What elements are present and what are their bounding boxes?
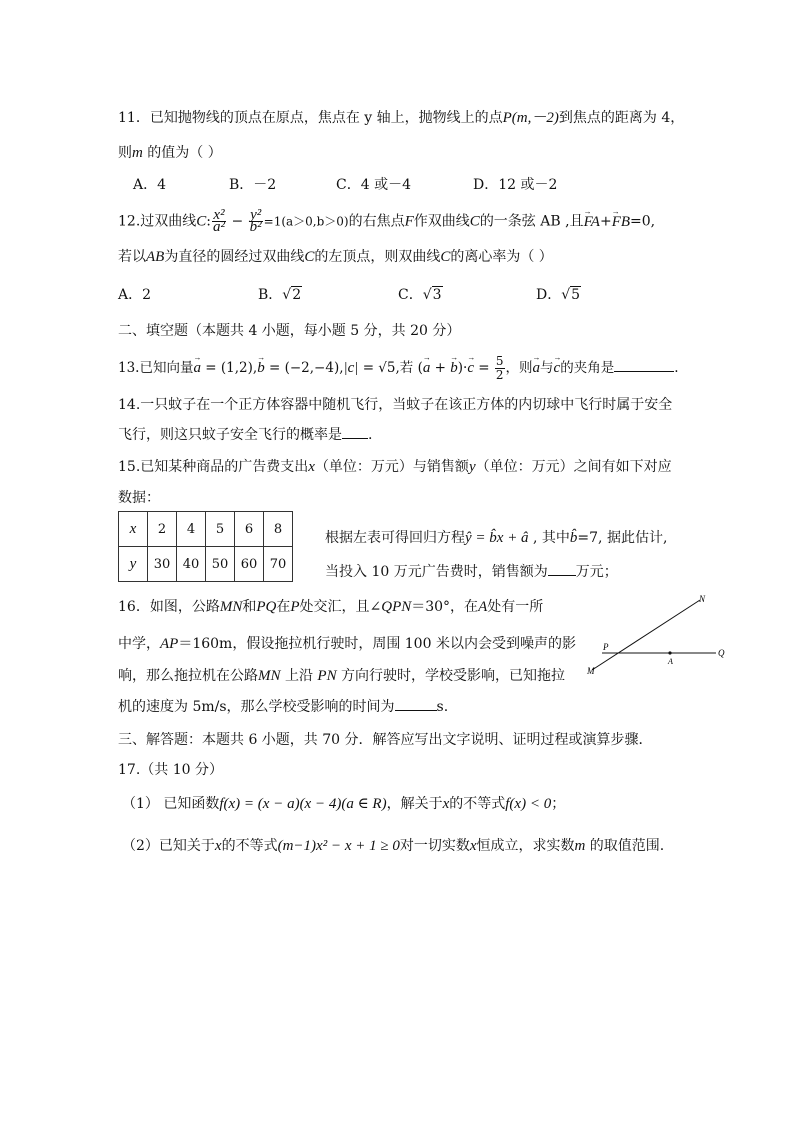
label-p: P xyxy=(603,642,609,652)
q13-line: 13.已知向量→ a = (1,2),→ b = (−2,−4),|c| = √5,若 (→ a + → b)·→ c = $\frac{5}{2}$ ，则→ a与→ c的夹角是 . xyxy=(118,355,679,382)
q11-point: P(m,－2) xyxy=(502,110,559,126)
q14-line1: 14.一只蚊子在一个正方体容器中随机飞行，当蚊子在该正方体的内切球中飞行时属于安全 xyxy=(118,397,673,413)
q17-part1: （1） 已知函数f(x) = (x − a)(x − 4)(a ∈ R)，解关于x的不等式f(x) < 0； xyxy=(122,796,566,812)
q11-line2: 则m 的值为（ ） xyxy=(118,145,222,161)
q12-option-a: A．2 xyxy=(118,287,152,303)
q16-line4: 机的速度为 5m/s，那么学校受影响的时间为 s. xyxy=(118,696,448,717)
section-2-heading: 二、填空题（本题共 4 小题，每小题 5 分，共 20 分） xyxy=(118,323,461,339)
q16-figure xyxy=(584,590,744,680)
q12-line2: 若以AB为直径的圆经过双曲线C的左顶点，则双曲线C的离心率为（ ） xyxy=(118,249,553,265)
q16-line2: 中学，AP＝160m，假设拖拉机行驶时，周围 100 米以内会受到噪声的影 xyxy=(118,636,576,652)
table-row: x 2 4 5 6 8 xyxy=(119,512,293,547)
label-q: Q xyxy=(718,648,725,658)
q12-option-b: B．√2 xyxy=(258,287,302,303)
q15-right-line1: 根据左表可得回归方程ŷ = b̂x + â , 其中b̂=7, 据此估计, xyxy=(325,530,668,546)
q15-data-table xyxy=(118,511,293,582)
q11-option-c: C．4 或－4 xyxy=(336,177,411,193)
point-a xyxy=(668,651,671,654)
q11-option-d: D．12 或－2 xyxy=(473,177,558,193)
table-row: y 30 40 50 60 70 xyxy=(119,547,293,582)
q12-vector-fb: → FB xyxy=(612,212,630,232)
section-3-heading: 三、解答题：本题共 6 小题，共 70 分．解答应写出文字说明、证明过程或演算步骤． xyxy=(118,732,653,748)
q12-line1: 12.过双曲线C: $\frac{\text{x²}}{\text{a²}}$ − $\frac{\text{y²}}{\text{b²}}$ =1(a＞0,b＞0)的右焦点F作双曲线C的一条弦 AB ,且→ FA+→ FB=0, xyxy=(118,210,655,233)
road-mn xyxy=(592,600,700,670)
label-m: M xyxy=(587,666,595,676)
q13-answer-blank xyxy=(614,357,674,372)
q12-option-c: C．√3 xyxy=(398,287,442,303)
label-a: A xyxy=(668,657,673,666)
q14-line2: 飞行，则这只蚊子安全飞行的概率是 . xyxy=(118,424,372,445)
q11-option-b: B．－2 xyxy=(229,177,277,193)
q12-option-d: D．√5 xyxy=(536,287,581,303)
q16-line1: 16．如图，公路MN和PQ在P处交汇，且∠QPN＝30°，在A处有一所 xyxy=(118,599,544,615)
label-n: N xyxy=(699,594,706,604)
q12-frac-x: $\frac{\text{x²}}{\text{a²}}$ xyxy=(213,207,225,235)
q16-answer-blank xyxy=(395,696,437,711)
q14-answer-blank xyxy=(342,424,368,439)
q15-answer-blank xyxy=(548,561,576,576)
q13-vector-c: → c xyxy=(467,358,474,378)
q12-frac-y: $\frac{\text{y²}}{\text{b²}}$ xyxy=(249,207,262,235)
q17-part2: （2）已知关于x的不等式(m−1)x² − x + 1 ≥ 0对一切实数x恒成立，求实数m 的取值范围. xyxy=(122,838,665,854)
q15-line2: 数据： xyxy=(118,490,160,506)
q12-vector-fa: → FA xyxy=(584,212,600,232)
q16-line3: 响，那么拖拉机在公路MN 上沿 PN 方向行驶时，学校受影响，已知拖拉 xyxy=(118,668,566,684)
q17-title: 17.（共 10 分） xyxy=(118,762,223,778)
q11-line1: 11．已知抛物线的顶点在原点，焦点在 y 轴上，抛物线上的点P(m,－2)到焦点的距离为 4， xyxy=(118,110,685,126)
q15-right-line2: 当投入 10 万元广告费时，销售额为 万元； xyxy=(325,561,618,582)
q15-line1: 15.已知某种商品的广告费支出x（单位：万元）与销售额y（单位：万元）之间有如下对应 xyxy=(118,459,672,475)
q11-option-a: A．4 xyxy=(133,177,167,193)
